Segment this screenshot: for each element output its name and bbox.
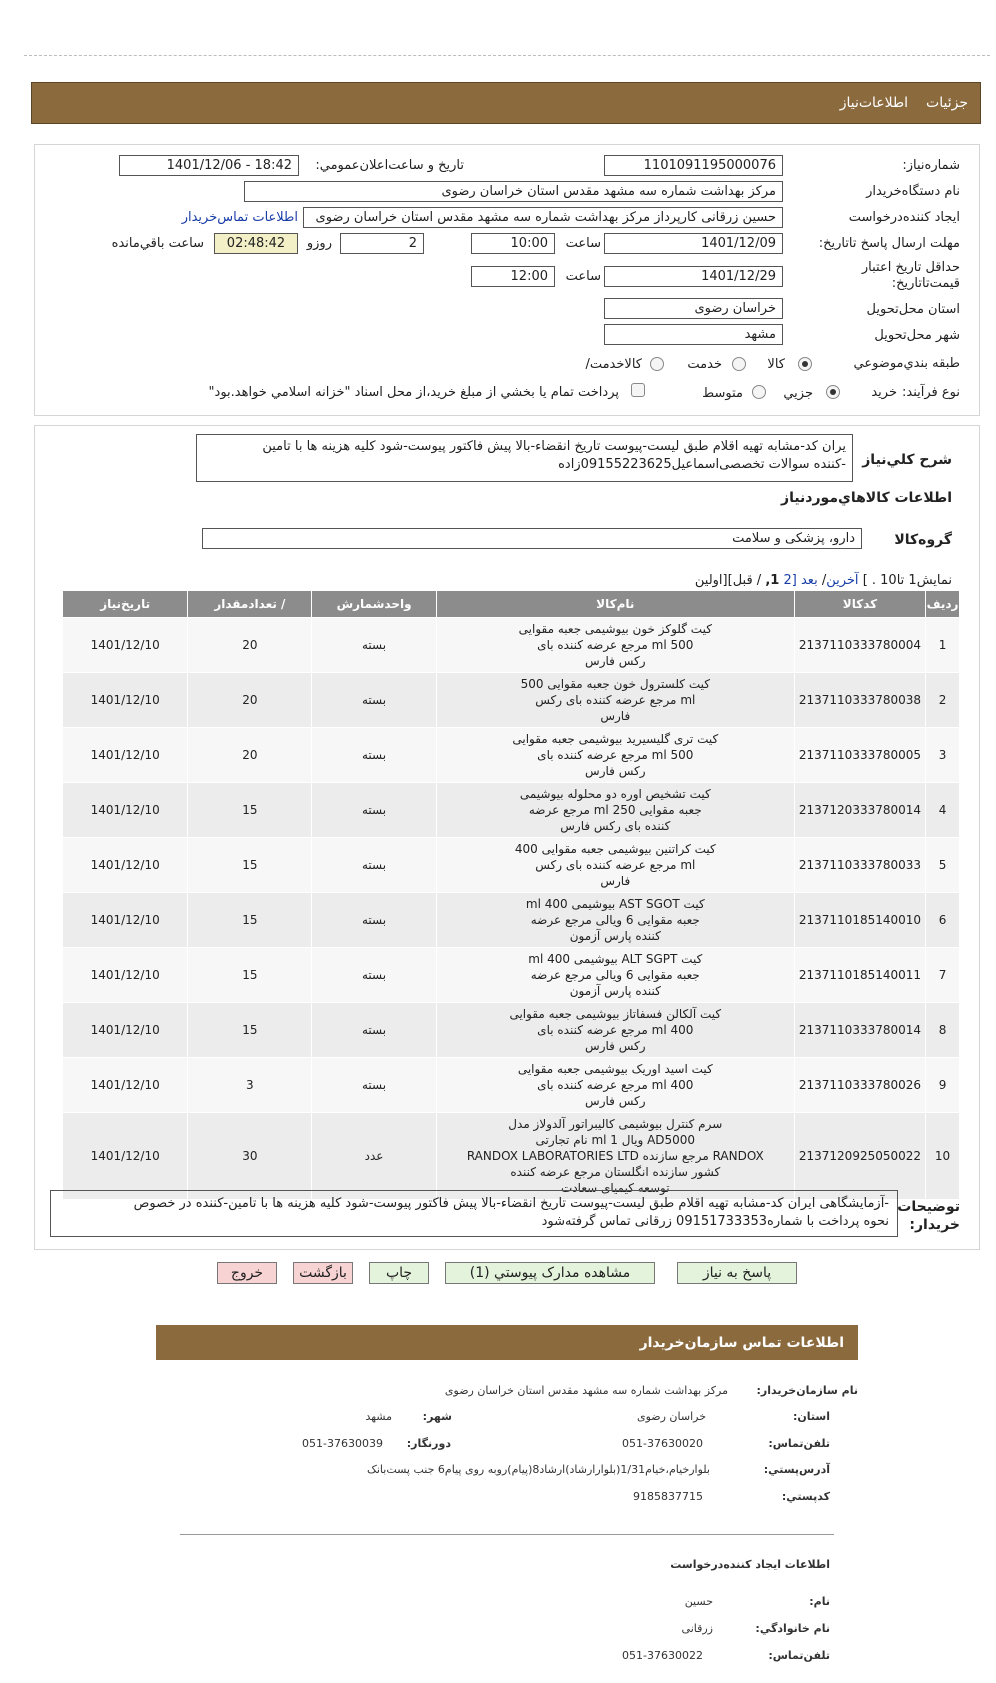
announce-label: تاريخ و ساعت‌اعلان‌عمومي: xyxy=(315,158,464,173)
cell-item-name xyxy=(436,838,794,893)
cell-item-name-line: رکس فارس xyxy=(585,1094,646,1108)
cell-unit-line: بسته xyxy=(362,1078,387,1092)
buyer-org-field: مرکز بهداشت شماره سه مشهد مقدس استان خراسان رضوی xyxy=(244,181,783,202)
cell-row-number-line: 4 xyxy=(938,803,947,817)
province-field: خراسان رضوی xyxy=(604,298,783,319)
cell-item-name-line: AD5000 ویال 1 ml نام تجارتی xyxy=(535,1133,696,1147)
cell-item-code xyxy=(794,618,925,673)
contact-org-value: مرکز بهداشت شماره سه مشهد مقدس استان خراسان رضوی xyxy=(444,1384,728,1397)
process-partial-radio[interactable] xyxy=(826,385,840,399)
cell-item-code-line: 2137110333780033 xyxy=(798,858,922,872)
contact-title: اطلاعات تماس سازمان‌خريدار xyxy=(639,1334,844,1351)
cell-quantity xyxy=(188,948,312,1003)
cell-item-code xyxy=(794,783,925,838)
cell-item-name-line: توسعه کیمیای سعادت xyxy=(561,1181,670,1195)
cell-item-code-line: 2137120925050022 xyxy=(798,1149,922,1163)
contact-postal-value: 9185837715 xyxy=(633,1490,703,1503)
cell-row-number-line: 10 xyxy=(934,1149,951,1163)
deadline-date-field: 1401/12/09 xyxy=(604,233,783,254)
cell-item-name xyxy=(436,1113,794,1200)
cell-row-number-line: 3 xyxy=(938,748,947,762)
cell-need-date-line: 1401/12/10 xyxy=(90,1023,160,1037)
cell-item-name-line: کیت تری گلیسیرید بیوشیمی جعبه مقوایی xyxy=(512,732,719,746)
cell-unit-line: بسته xyxy=(362,858,387,872)
buyer-notes-text xyxy=(50,1190,898,1237)
cell-unit-line: بسته xyxy=(362,638,387,652)
cell-row-number xyxy=(926,673,960,728)
cell-unit-line: بسته xyxy=(362,748,387,762)
pager-page-1: 1, xyxy=(765,573,780,588)
cell-row-number-line: 5 xyxy=(938,858,947,872)
contact-province-label: استان: xyxy=(793,1410,830,1423)
cell-item-name-line: کیت ALT SGPT بیوشیمی 400 ml xyxy=(528,952,703,966)
validity-label: حداقل تاريخ اعتبار قيمت‌تا‌تاريخ: xyxy=(861,260,960,291)
cell-item-code xyxy=(794,1058,925,1113)
cell-row-number xyxy=(926,1058,960,1113)
table-row xyxy=(63,1003,960,1058)
province-label: استان محل‌تحويل xyxy=(866,302,960,317)
cell-need-date xyxy=(63,673,188,728)
cell-need-date xyxy=(63,1113,188,1200)
category-service-radio[interactable] xyxy=(732,357,746,371)
buyer-notes-label: توضيحات خريدار: xyxy=(897,1199,960,1233)
pager-last[interactable]: آخرين xyxy=(826,573,859,588)
contact-address-value: بلوارخیام،خیام1/31(بلوارارشاد)ارشاد8(پیام)روبه روی پیام6 جنب پست‌بانک xyxy=(367,1463,710,1476)
cell-item-name xyxy=(436,1003,794,1058)
cell-need-date-line: 1401/12/10 xyxy=(90,858,160,872)
creator-label: ايجاد کننده‌درخواست xyxy=(848,210,960,225)
deadline-time-field: 10:00 xyxy=(471,233,555,254)
cell-need-date xyxy=(63,1003,188,1058)
cell-item-code xyxy=(794,948,925,1003)
cell-item-name-line: 500 ml مرجع عرضه کننده بای xyxy=(537,638,694,652)
cell-need-date-line: 1401/12/10 xyxy=(90,748,160,762)
cell-need-date xyxy=(63,618,188,673)
cell-item-name-line: کننده پارس آزمون xyxy=(569,984,661,998)
cell-item-code-line: 2137110333780038 xyxy=(798,693,922,707)
cell-unit-line: بسته xyxy=(362,913,387,927)
remaining-label: ساعت باقي‌مانده xyxy=(111,236,204,251)
cell-item-name xyxy=(436,618,794,673)
cell-quantity xyxy=(188,838,312,893)
cell-need-date-line: 1401/12/10 xyxy=(90,638,160,652)
exit-button[interactable]: خروج xyxy=(217,1262,277,1284)
need-number-field: 1101091195000076 xyxy=(604,155,783,176)
cell-unit-line: بسته xyxy=(362,693,387,707)
category-goods-label: کالا xyxy=(767,357,785,372)
contact-title-bar xyxy=(156,1325,858,1360)
cell-item-name xyxy=(436,893,794,948)
cell-item-name-line: کیت گلوکز خون بیوشیمی جعبه مقوایی xyxy=(518,622,712,636)
cell-item-name-line: کننده پارس آزمون xyxy=(569,929,661,943)
cell-unit xyxy=(312,783,436,838)
table-row xyxy=(63,893,960,948)
cell-unit-line: بسته xyxy=(362,968,387,982)
cell-item-code xyxy=(794,893,925,948)
cell-item-name-line: 400 ml مرجع عرضه کننده بای xyxy=(537,1023,694,1037)
cell-row-number xyxy=(926,783,960,838)
cell-item-name-line: کیت کلسترول خون جعبه مقوایی 500 xyxy=(520,677,710,691)
cell-item-code-line: 2137110185140010 xyxy=(798,913,922,927)
category-label: طبقه بندي‌موضوعي xyxy=(853,356,960,371)
contact-province-value: خراسان رضوی xyxy=(636,1410,706,1423)
cell-need-date xyxy=(63,893,188,948)
creator-phone-label: تلفن‌تماس: xyxy=(768,1649,830,1662)
city-label: شهر محل‌تحويل xyxy=(874,328,960,343)
cell-item-name-line: ml مرجع عرضه کننده بای رکس xyxy=(535,693,696,707)
category-both-radio[interactable] xyxy=(650,357,664,371)
table-row xyxy=(63,673,960,728)
col-row-header: رديف xyxy=(926,591,960,618)
col-date-header: تاريخ‌نياز xyxy=(63,591,188,618)
cell-unit xyxy=(312,728,436,783)
cell-item-name-line: سرم کنترل بیوشیمی کالیبراتور آلدولاز مدل xyxy=(508,1117,723,1131)
cell-item-code-line: 2137110333780005 xyxy=(798,748,922,762)
table-row xyxy=(63,783,960,838)
cell-quantity-line: 15 xyxy=(242,858,258,872)
cell-unit xyxy=(312,948,436,1003)
process-label: نوع فرآيند: xyxy=(902,385,960,400)
cell-unit xyxy=(312,893,436,948)
creator-info-title: اطلاعات ايجاد کننده‌درخواست xyxy=(670,1558,830,1571)
pager-suffix[interactable]: / قبل][اولين xyxy=(694,573,762,588)
category-both-label: کالا‌خدمت/ xyxy=(585,357,642,372)
validity-time-label: ساعت xyxy=(565,269,601,284)
cell-quantity-line: 20 xyxy=(242,693,258,707)
cell-item-code xyxy=(794,728,925,783)
cell-item-name-line: RANDOX مرجع سازنده RANDOX LABORATORIES LTD xyxy=(466,1149,764,1163)
cell-item-name-line: کیت کراتنین بیوشیمی جعبه مقوایی 400 xyxy=(514,842,716,856)
cell-need-date-line: 1401/12/10 xyxy=(90,1149,160,1163)
cell-item-name-line: رکس فارس xyxy=(585,764,646,778)
creator-family-value: زرقانی xyxy=(681,1622,713,1635)
cell-quantity-line: 20 xyxy=(242,638,258,652)
cell-item-name xyxy=(436,783,794,838)
cell-item-name-line: کشور سازنده انگلستان مرجع عرضه کننده xyxy=(510,1165,721,1179)
cell-item-code xyxy=(794,1003,925,1058)
treasury-payment-label: پرداخت تمام يا بخشي از مبلغ خريد،از محل اسناد "خزانه اسلامي خواهد.بود" xyxy=(208,385,619,400)
cell-row-number-line: 7 xyxy=(938,968,947,982)
cell-row-number-line: 6 xyxy=(938,913,947,927)
cell-row-number xyxy=(926,893,960,948)
tab-details[interactable]: جزئيات xyxy=(926,95,968,111)
need-number-label: شماره‌نياز: xyxy=(902,158,960,173)
cell-quantity xyxy=(188,618,312,673)
category-service-label: خدمت xyxy=(687,357,722,372)
process-buy-label: خريد xyxy=(871,385,897,400)
contact-org-label: نام سازمان‌خريدار: xyxy=(756,1384,858,1397)
cell-quantity xyxy=(188,1003,312,1058)
buyer-contact-link[interactable]: اطلاعات تماس‌خريدار xyxy=(181,210,298,225)
reply-button[interactable]: پاسخ به نياز xyxy=(677,1262,797,1284)
cell-item-code-line: 2137110333780004 xyxy=(798,638,922,652)
cell-item-code-line: 2137110333780014 xyxy=(798,1023,922,1037)
cell-need-date-line: 1401/12/10 xyxy=(90,913,160,927)
city-field: مشهد xyxy=(604,324,783,345)
cell-item-name-line: فارس xyxy=(600,709,631,723)
cell-quantity xyxy=(188,783,312,838)
contact-city-label: شهر: xyxy=(422,1410,452,1423)
cell-item-code-line: 2137120333780014 xyxy=(798,803,922,817)
cell-unit xyxy=(312,1003,436,1058)
cell-row-number-line: 8 xyxy=(938,1023,947,1037)
cell-quantity xyxy=(188,1058,312,1113)
cell-item-name xyxy=(436,948,794,1003)
cell-quantity xyxy=(188,673,312,728)
contact-fax-value: 051-37630039 xyxy=(302,1437,383,1450)
cell-item-name xyxy=(436,728,794,783)
cell-row-number xyxy=(926,1003,960,1058)
tab-need-info[interactable]: اطلاعات‌نياز xyxy=(839,95,909,111)
creator-field: حسین زرقانی کارپرداز مرکز بهداشت شماره سه مشهد مقدس استان خراسان رضوی xyxy=(303,207,783,228)
cell-item-name xyxy=(436,1058,794,1113)
contact-address-label: آدرس‌پستي: xyxy=(763,1463,830,1476)
cell-item-code xyxy=(794,838,925,893)
cell-unit-line: بسته xyxy=(362,1023,387,1037)
cell-unit xyxy=(312,1113,436,1200)
cell-item-name-line: کیت اسید اوریک بیوشیمی جعبه مقوایی xyxy=(517,1062,713,1076)
table-row xyxy=(63,618,960,673)
category-goods-radio[interactable] xyxy=(798,357,812,371)
pager: نمايش1 تا10 . ] آخرين/ بعد [2 1, / قبل][اولين xyxy=(694,573,952,588)
table-row xyxy=(63,838,960,893)
deadline-label: مهلت ارسال پاسخ تا‌تاريخ: xyxy=(818,236,960,251)
cell-need-date xyxy=(63,838,188,893)
cell-quantity-line: 15 xyxy=(242,913,258,927)
cell-item-code xyxy=(794,673,925,728)
deadline-time-label: ساعت xyxy=(565,236,601,251)
cell-quantity-line: 15 xyxy=(242,1023,258,1037)
cell-quantity-line: 20 xyxy=(242,748,258,762)
cell-quantity-line: 3 xyxy=(246,1078,254,1092)
cell-need-date-line: 1401/12/10 xyxy=(90,1078,160,1092)
cell-quantity xyxy=(188,893,312,948)
cell-item-code-line: 2137110185140011 xyxy=(798,968,922,982)
cell-need-date-line: 1401/12/10 xyxy=(90,803,160,817)
table-row xyxy=(63,1113,960,1200)
validity-time-field: 12:00 xyxy=(471,266,555,287)
cell-row-number xyxy=(926,838,960,893)
pager-prefix: نمايش1 تا10 . ] xyxy=(862,573,952,588)
table-row xyxy=(63,948,960,1003)
contact-divider xyxy=(180,1534,834,1535)
goods-group-label: گروه‌کالا xyxy=(894,532,952,548)
cell-need-date xyxy=(63,948,188,1003)
header-tabs xyxy=(31,82,981,124)
cell-unit xyxy=(312,1058,436,1113)
cell-need-date xyxy=(63,728,188,783)
contact-phone-value: 051-37630020 xyxy=(622,1437,703,1450)
col-name-header: نام‌کالا xyxy=(436,591,794,618)
creator-name-label: نام: xyxy=(809,1595,830,1608)
cell-item-name-line: فارس xyxy=(600,874,631,888)
goods-group-field: دارو، پزشکی و سلامت xyxy=(202,528,862,549)
cell-quantity xyxy=(188,1113,312,1200)
cell-item-name-line: ml مرجع عرضه کننده بای رکس xyxy=(535,858,696,872)
table-header-row xyxy=(63,591,960,618)
buyer-notes-line1: -آزمایشگاهی ایران کد-مشابه تهیه اقلام طبق لیست-پیوست تاریخ انقضاء-بالا پیش فاکتور پیوست-شود کلیه هزینه ها با تامین-کننده در خصوص xyxy=(133,1196,889,1211)
cell-need-date-line: 1401/12/10 xyxy=(90,968,160,982)
contact-phone-label: تلفن‌تماس: xyxy=(768,1437,830,1450)
cell-item-name-line: کننده بای رکس فارس xyxy=(560,819,671,833)
contact-postal-label: کدپستي: xyxy=(781,1490,830,1503)
buyer-org-label: نام دستگاه‌خريدار xyxy=(866,184,960,199)
summary-label: شرح کلي‌نياز xyxy=(862,452,952,468)
cell-row-number xyxy=(926,728,960,783)
days-field: 2 xyxy=(340,233,424,254)
announce-field: 1401/12/06 - 18:42 xyxy=(119,155,299,176)
cell-need-date xyxy=(63,1058,188,1113)
col-unit-header: واحدشمارش xyxy=(312,591,436,618)
creator-family-label: نام خانوادگي: xyxy=(755,1622,830,1635)
cell-item-name-line: رکس فارس xyxy=(585,654,646,668)
cell-row-number-line: 2 xyxy=(938,693,947,707)
contact-fax-label: دورنگار: xyxy=(406,1437,451,1450)
top-divider xyxy=(24,55,990,56)
print-button[interactable]: چاپ xyxy=(369,1262,429,1284)
cell-item-code-line: 2137110333780026 xyxy=(798,1078,922,1092)
cell-item-name-line: 400 ml مرجع عرضه کننده بای xyxy=(537,1078,694,1092)
cell-unit xyxy=(312,618,436,673)
process-partial-label: جزيي xyxy=(783,386,813,401)
cell-quantity xyxy=(188,728,312,783)
contact-city-value: مشهد xyxy=(365,1410,392,1423)
cell-item-name-line: جعبه مقوایی 6 ویالی مرجع عرضه xyxy=(530,968,700,982)
process-medium-radio[interactable] xyxy=(752,385,766,399)
cell-item-code xyxy=(794,1113,925,1200)
cell-unit-line: بسته xyxy=(362,803,387,817)
cell-row-number xyxy=(926,1113,960,1200)
cell-item-name xyxy=(436,673,794,728)
cell-row-number xyxy=(926,948,960,1003)
remaining-time-field: 02:48:42 xyxy=(214,233,298,254)
treasury-payment-checkbox[interactable] xyxy=(631,383,645,397)
pager-page-2[interactable]: [2 xyxy=(783,573,797,588)
summary-text-line1: یران کد-مشابه تهیه اقلام طبق لیست-پیوست تاریخ انقضاء-بالا پیش فاکتور پیوست-شود کلیه هزینه ها با تامین xyxy=(262,439,846,454)
cell-unit xyxy=(312,838,436,893)
cell-item-name-line: رکس فارس xyxy=(585,1039,646,1053)
cell-item-name-line: کیت AST SGOT بیوشیمی 400 ml xyxy=(525,897,705,911)
summary-text xyxy=(196,434,853,482)
cell-row-number xyxy=(926,618,960,673)
attachments-button[interactable]: مشاهده مدارک پيوستي (1) xyxy=(445,1262,655,1284)
col-qty-header: / تعدادمقدار xyxy=(188,591,312,618)
cell-item-name-line: جعبه مقوایی 250 ml مرجع عرضه xyxy=(528,803,702,817)
goods-info-title: اطلاعات کالاهاي‌موردنياز xyxy=(781,490,952,506)
cell-quantity-line: 30 xyxy=(242,1149,258,1163)
cell-item-name-line: کیت تشخیص اوره دو محلوله بیوشیمی xyxy=(519,787,711,801)
cell-need-date xyxy=(63,783,188,838)
cell-item-name-line: جعبه مقوایی 6 ویالی مرجع عرضه xyxy=(530,913,700,927)
days-label: روزو xyxy=(306,236,332,251)
creator-phone-value: 051-37630022 xyxy=(622,1649,703,1662)
process-medium-label: متوسط xyxy=(702,386,743,401)
cell-quantity-line: 15 xyxy=(242,968,258,982)
pager-next[interactable]: بعد xyxy=(800,573,818,588)
back-button[interactable]: بازگشت xyxy=(293,1262,353,1284)
table-row xyxy=(63,728,960,783)
cell-item-name-line: کیت آلکالن فسفاتاز بیوشیمی جعبه مقوایی xyxy=(509,1007,722,1021)
col-code-header: کدکالا xyxy=(794,591,925,618)
cell-need-date-line: 1401/12/10 xyxy=(90,693,160,707)
cell-unit-line: عدد xyxy=(364,1149,384,1163)
cell-item-name-line: 500 ml مرجع عرضه کننده بای xyxy=(537,748,694,762)
items-table xyxy=(62,590,960,1200)
cell-row-number-line: 1 xyxy=(938,638,947,652)
buyer-notes-line2: نحوه پرداخت با شماره09151733353 زرقانی تماس گرفته‌شود xyxy=(541,1214,889,1229)
cell-quantity-line: 15 xyxy=(242,803,258,817)
summary-text-line2: -کننده سوالات تخصصی‌اسماعیل09155223625زاده xyxy=(558,457,846,472)
creator-name-value: حسین xyxy=(684,1595,713,1608)
cell-row-number-line: 9 xyxy=(938,1078,947,1092)
validity-date-field: 1401/12/29 xyxy=(604,266,783,287)
table-row xyxy=(63,1058,960,1113)
cell-unit xyxy=(312,673,436,728)
